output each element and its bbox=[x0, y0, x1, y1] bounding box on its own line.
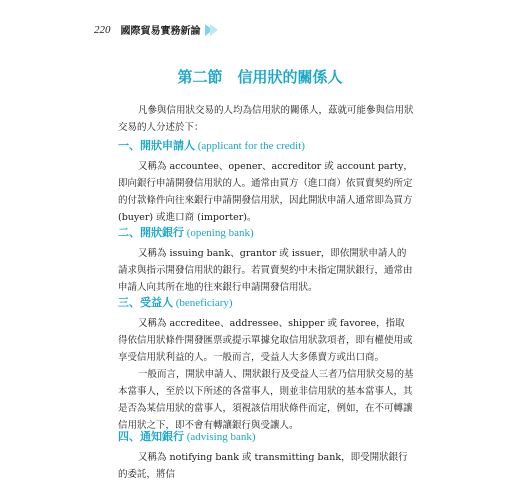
heading-applicant bbox=[118, 137, 305, 153]
applicant-paragraph bbox=[118, 158, 414, 226]
chevron-right-icon bbox=[210, 24, 218, 36]
heading-english: (beneficiary) bbox=[173, 297, 233, 309]
heading-english: (opening bank) bbox=[184, 227, 254, 239]
paragraph-text: 一般而言，開狀申請人、開狀銀行及受益人三者乃信用狀交易的基本當事人，至於以下所述的各當事人，則並非信用狀的基本當事人，其是否為某信用狀的當事人，須視該信用狀條件而定，例如，在不可轉讓信用狀之下，即不會有轉讓銀行與受讓人。 bbox=[118, 369, 414, 431]
book-title: 國際貿易實務新論 bbox=[120, 26, 201, 37]
heading-beneficiary bbox=[118, 294, 233, 310]
heading-english: (advising bank) bbox=[184, 431, 256, 443]
paragraph-text: 又稱為 notifying bank 或 transmitting bank，即受開狀銀行的委託，將信 bbox=[118, 452, 408, 480]
intro-text: 凡參與信用狀交易的人均為信用狀的關係人，茲就可能參與信用狀交易的人分述於下： bbox=[118, 105, 414, 133]
heading-label: 二、開狀銀行 bbox=[118, 226, 184, 239]
heading-label: 三、受益人 bbox=[118, 296, 173, 309]
heading-advising-bank bbox=[118, 428, 255, 444]
heading-label: 四、通知銀行 bbox=[118, 430, 184, 443]
opening-bank-paragraph bbox=[118, 245, 414, 296]
heading-label: 一、開狀申請人 bbox=[118, 139, 195, 152]
page-number: 220 bbox=[94, 23, 111, 36]
beneficiary-paragraph bbox=[118, 315, 414, 434]
advising-bank-paragraph bbox=[118, 449, 414, 483]
paragraph-text: 又稱為 accreditee、addressee、shipper 或 favoree，指取得依信用狀條件開發匯票或提示單據兌取信用狀款項者，即有權使用或享受信用狀利益的人。一般而言，受益人大多係賣方或出口商。 bbox=[118, 318, 413, 363]
paragraph-text: 又稱為 issuing bank、grantor 或 issuer，即依開狀申請人的請求與指示開發信用狀的銀行。若買賣契約中未指定開狀銀行，通常由申請人向其所在地的往來銀行申請開發信用狀。 bbox=[118, 248, 413, 293]
section-title: 第二節 信用狀的關係人 bbox=[177, 68, 343, 86]
running-header bbox=[94, 22, 218, 37]
paragraph-text: 又稱為 accountee、opener、accreditor 或 account party，即向銀行申請開發信用狀的人。通常由買方（進口商）依買賣契約所定的付款條件向往來銀行申請開發信用狀，因此開狀申請人通常即為買方 (buyer) 或進口商 (importer)。 bbox=[118, 161, 413, 223]
heading-english: (applicant for the credit) bbox=[195, 140, 305, 152]
heading-opening-bank bbox=[118, 224, 254, 240]
intro-paragraph bbox=[118, 102, 414, 136]
